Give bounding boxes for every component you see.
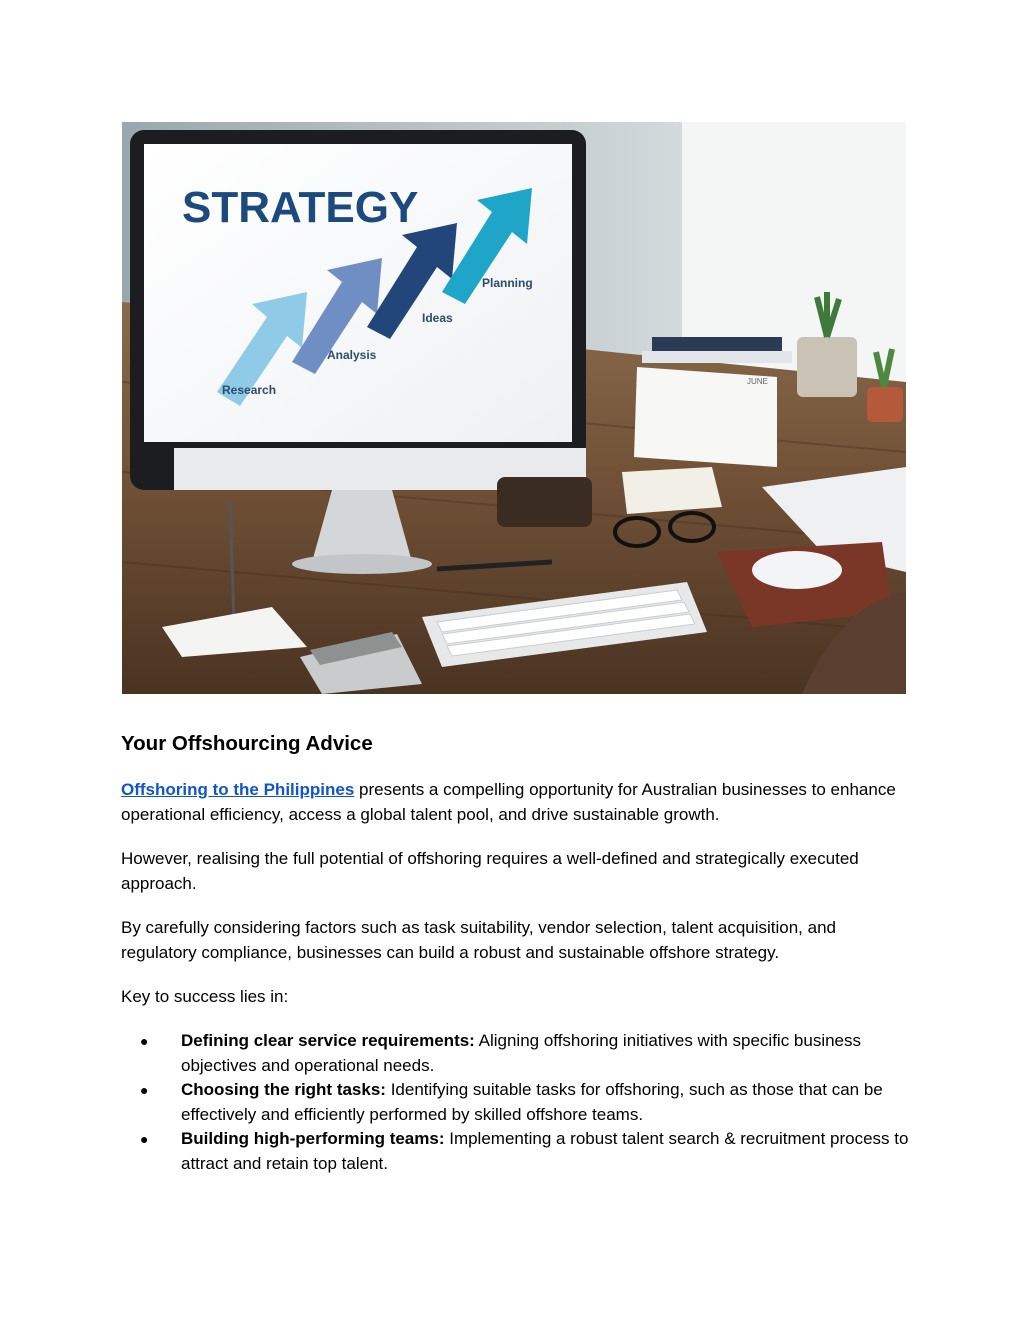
bullet-icon: ●: [140, 1033, 149, 1049]
list-item: [121, 1078, 911, 1127]
list-item-heading: Choosing the right tasks:: [181, 1080, 386, 1099]
step-ideas-label: Ideas: [422, 311, 453, 325]
list-item-heading: Building high-performing teams:: [181, 1129, 445, 1148]
step-analysis-label: Analysis: [327, 348, 377, 362]
step-planning-label: Planning: [482, 276, 533, 290]
list-item-text: Implementing a robust talent search & recruitment process to attract and retain top talent.: [181, 1129, 909, 1173]
screen-heading: STRATEGY: [182, 183, 419, 232]
step-research-label: Research: [222, 383, 277, 397]
hero-image: [122, 122, 906, 694]
calendar-month: JUNE: [747, 377, 768, 386]
bullet-icon: ●: [140, 1082, 149, 1098]
bullet-icon: ●: [140, 1131, 149, 1147]
intro-text: presents a compelling opportunity for Australian businesses to enhance operational efficiency, access a global talent pool, and drive sustainable growth.: [121, 780, 896, 824]
list-item: [121, 1029, 911, 1078]
list-item-text: Identifying suitable tasks for offshoring, such as those that can be effectively and efficiently performed by skilled offshore teams.: [181, 1080, 883, 1124]
success-list: [121, 1029, 911, 1176]
list-item-heading: Defining clear service requirements:: [181, 1031, 475, 1050]
desk-computer-illustration: [122, 122, 906, 694]
list-item: [121, 1127, 911, 1176]
paragraph-approach: However, realising the full potential of offshoring requires a well-defined and strategically executed approach.: [121, 849, 859, 893]
list-item-text: Aligning offshoring initiatives with specific business objectives and operational needs.: [181, 1031, 862, 1075]
offshoring-philippines-link[interactable]: Offshoring to the Philippines: [121, 780, 355, 799]
article-title: Your Offshourcing Advice: [121, 732, 373, 755]
paragraph-factors: By carefully considering factors such as task suitability, vendor selection, talent acquisition, and regulatory compliance, businesses can build a robust and sustainable offshore strategy.: [121, 918, 836, 962]
paragraph-key-success: Key to success lies in:: [121, 987, 289, 1006]
intro-paragraph: [121, 778, 911, 827]
